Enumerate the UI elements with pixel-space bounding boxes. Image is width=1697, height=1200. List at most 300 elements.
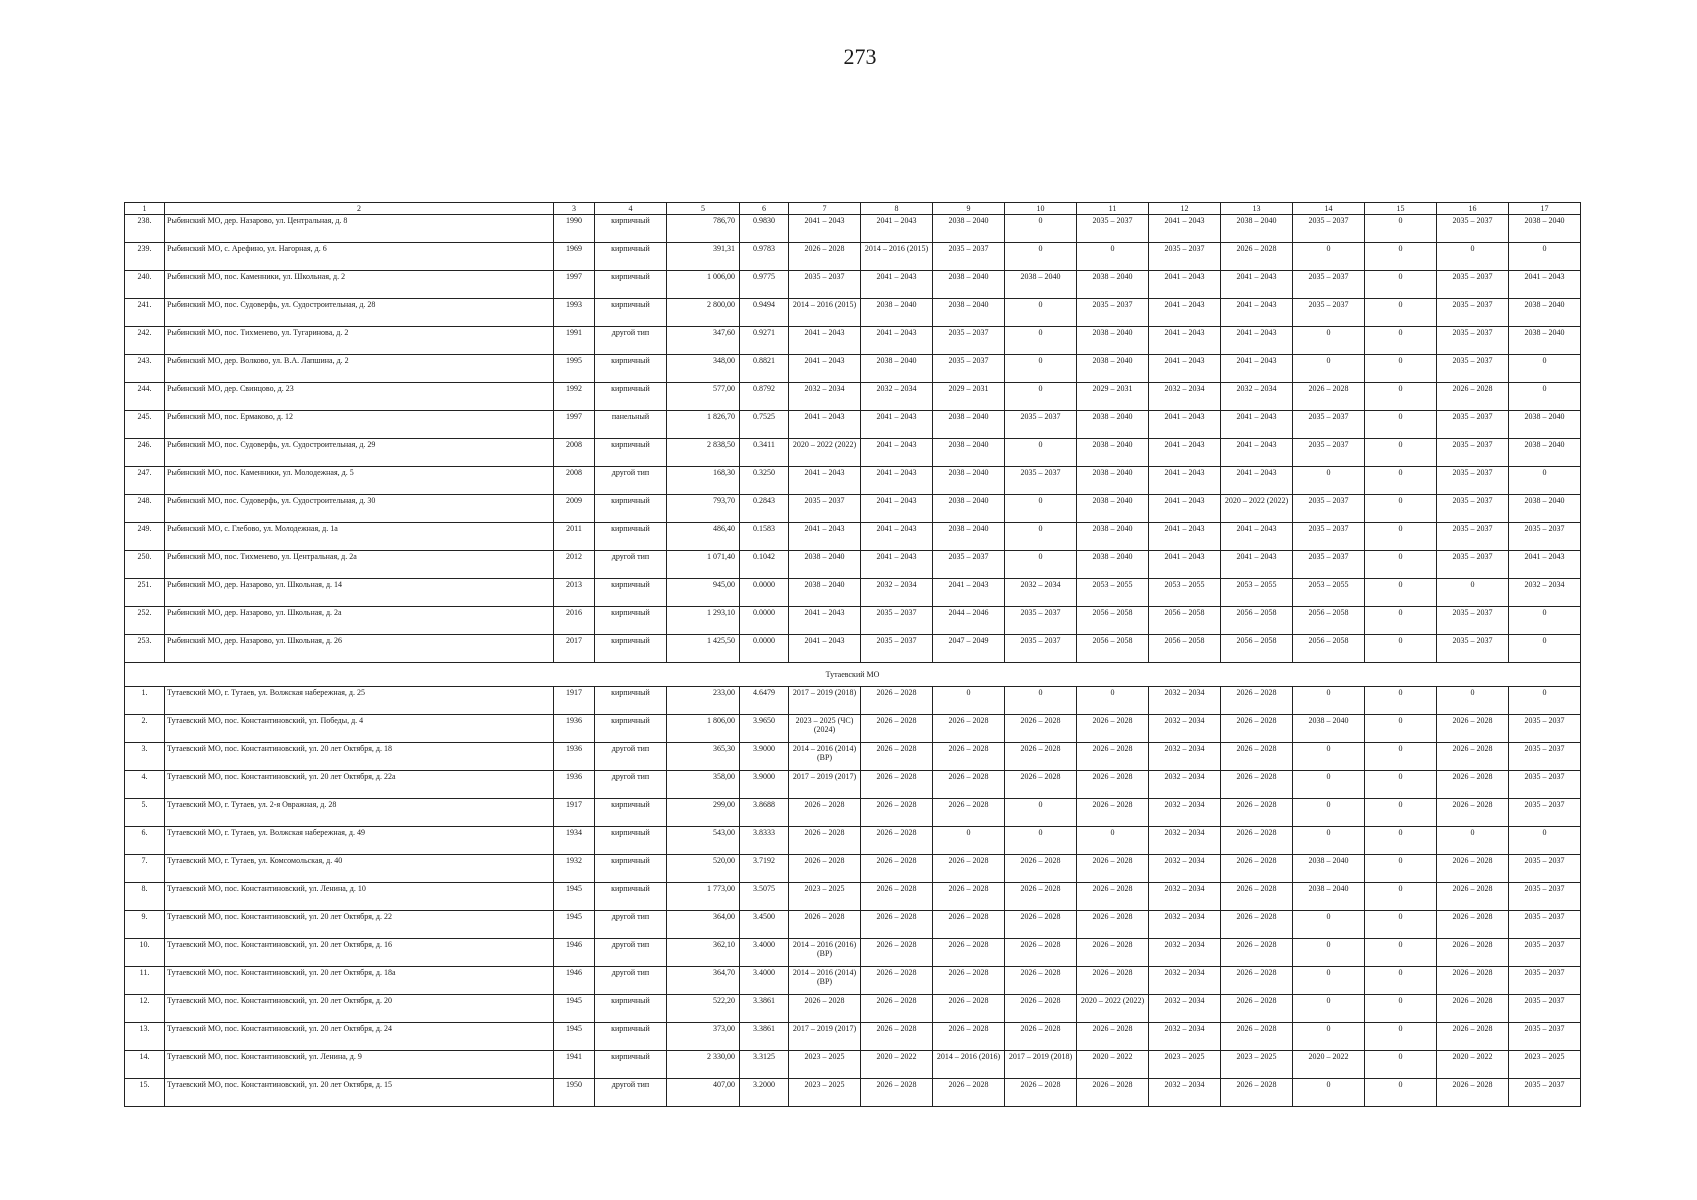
- cell-col-16: 2020 – 2022: [1437, 1051, 1509, 1079]
- cell-col-10: 2035 – 2037: [1005, 467, 1077, 495]
- cell-col-9: 2026 – 2028: [933, 743, 1005, 771]
- cell-col-1: 249.: [125, 523, 165, 551]
- cell-col-8: 2038 – 2040: [861, 299, 933, 327]
- cell-col-9: 2038 – 2040: [933, 411, 1005, 439]
- cell-col-8: 2041 – 2043: [861, 495, 933, 523]
- cell-col-9: 2026 – 2028: [933, 1079, 1005, 1107]
- cell-col-14: 2038 – 2040: [1293, 883, 1365, 911]
- cell-col-16: 2026 – 2028: [1437, 855, 1509, 883]
- cell-col-9: 2026 – 2028: [933, 855, 1005, 883]
- cell-col-6: 4.6479: [740, 687, 789, 715]
- cell-col-9: 2026 – 2028: [933, 883, 1005, 911]
- table-row: [125, 215, 1581, 243]
- cell-col-8: 2026 – 2028: [861, 911, 933, 939]
- cell-col-8: 2041 – 2043: [861, 411, 933, 439]
- column-header-2: 2: [165, 203, 554, 215]
- cell-col-1: 251.: [125, 579, 165, 607]
- cell-col-3: 2008: [554, 439, 595, 467]
- cell-col-6: 0.0000: [740, 607, 789, 635]
- cell-col-13: 2026 – 2028: [1221, 743, 1293, 771]
- cell-col-4: кирпичный: [595, 271, 667, 299]
- cell-col-16: 2035 – 2037: [1437, 299, 1509, 327]
- cell-col-8: 2026 – 2028: [861, 771, 933, 799]
- cell-col-8: 2041 – 2043: [861, 523, 933, 551]
- cell-col-10: 2035 – 2037: [1005, 411, 1077, 439]
- cell-col-14: 0: [1293, 827, 1365, 855]
- cell-col-11: 2038 – 2040: [1077, 551, 1149, 579]
- cell-col-10: 0: [1005, 355, 1077, 383]
- cell-col-4: кирпичный: [595, 715, 667, 743]
- cell-col-12: 2032 – 2034: [1149, 967, 1221, 995]
- cell-col-15: 0: [1365, 687, 1437, 715]
- cell-col-13: 2038 – 2040: [1221, 215, 1293, 243]
- cell-col-14: 2053 – 2055: [1293, 579, 1365, 607]
- cell-col-14: 0: [1293, 1023, 1365, 1051]
- cell-col-6: 3.3125: [740, 1051, 789, 1079]
- cell-col-15: 0: [1365, 439, 1437, 467]
- table-row: [125, 883, 1581, 911]
- cell-col-8: 2041 – 2043: [861, 215, 933, 243]
- cell-col-14: 0: [1293, 687, 1365, 715]
- cell-col-7: 2041 – 2043: [789, 467, 861, 495]
- cell-col-9: 2038 – 2040: [933, 271, 1005, 299]
- cell-col-16: 2026 – 2028: [1437, 967, 1509, 995]
- cell-col-1: 3.: [125, 743, 165, 771]
- cell-col-13: 2041 – 2043: [1221, 439, 1293, 467]
- cell-col-7: 2014 – 2016 (2015): [789, 299, 861, 327]
- cell-col-5: 1 006,00: [667, 271, 740, 299]
- cell-col-8: 2026 – 2028: [861, 827, 933, 855]
- cell-col-12: 2032 – 2034: [1149, 883, 1221, 911]
- cell-col-13: 2026 – 2028: [1221, 771, 1293, 799]
- table-row: [125, 607, 1581, 635]
- cell-col-2: Рыбинский МО, дер. Назарово, ул. Центральная, д. 8: [165, 215, 554, 243]
- cell-col-10: 0: [1005, 383, 1077, 411]
- cell-col-11: 2038 – 2040: [1077, 523, 1149, 551]
- cell-col-16: 2035 – 2037: [1437, 327, 1509, 355]
- cell-col-15: 0: [1365, 715, 1437, 743]
- cell-col-10: 2026 – 2028: [1005, 1023, 1077, 1051]
- cell-col-11: 2056 – 2058: [1077, 607, 1149, 635]
- cell-col-3: 1997: [554, 411, 595, 439]
- cell-col-13: 2041 – 2043: [1221, 271, 1293, 299]
- cell-col-2: Рыбинский МО, дер. Назарово, ул. Школьная, д. 26: [165, 635, 554, 663]
- cell-col-11: 2053 – 2055: [1077, 579, 1149, 607]
- cell-col-15: 0: [1365, 411, 1437, 439]
- cell-col-2: Тутаевский МО, г. Тутаев, ул. Волжская набережная, д. 49: [165, 827, 554, 855]
- cell-col-9: 2026 – 2028: [933, 995, 1005, 1023]
- cell-col-1: 6.: [125, 827, 165, 855]
- cell-col-4: кирпичный: [595, 1051, 667, 1079]
- column-header-3: 3: [554, 203, 595, 215]
- cell-col-15: 0: [1365, 467, 1437, 495]
- cell-col-6: 0.0000: [740, 635, 789, 663]
- cell-col-10: 0: [1005, 299, 1077, 327]
- cell-col-7: 2014 – 2016 (2014) (ВР): [789, 967, 861, 995]
- column-header-16: 16: [1437, 203, 1509, 215]
- cell-col-13: 2041 – 2043: [1221, 523, 1293, 551]
- cell-col-8: 2041 – 2043: [861, 439, 933, 467]
- cell-col-7: 2041 – 2043: [789, 635, 861, 663]
- cell-col-1: 248.: [125, 495, 165, 523]
- column-header-17: 17: [1509, 203, 1581, 215]
- cell-col-13: 2053 – 2055: [1221, 579, 1293, 607]
- cell-col-3: 1936: [554, 743, 595, 771]
- cell-col-11: 2020 – 2022: [1077, 1051, 1149, 1079]
- cell-col-3: 1934: [554, 827, 595, 855]
- cell-col-6: 3.4500: [740, 911, 789, 939]
- cell-col-4: другой тип: [595, 551, 667, 579]
- cell-col-10: 0: [1005, 215, 1077, 243]
- table-row: [125, 467, 1581, 495]
- page-number: 273: [843, 44, 877, 69]
- cell-col-7: 2020 – 2022 (2022): [789, 439, 861, 467]
- table-row: [125, 939, 1581, 967]
- cell-col-5: 2 838,50: [667, 439, 740, 467]
- cell-col-5: 347,60: [667, 327, 740, 355]
- column-header-14: 14: [1293, 203, 1365, 215]
- cell-col-2: Рыбинский МО, дер. Назарово, ул. Школьная, д. 14: [165, 579, 554, 607]
- cell-col-7: 2041 – 2043: [789, 355, 861, 383]
- cell-col-7: 2026 – 2028: [789, 995, 861, 1023]
- cell-col-13: 2026 – 2028: [1221, 827, 1293, 855]
- cell-col-13: 2026 – 2028: [1221, 1023, 1293, 1051]
- cell-col-12: 2035 – 2037: [1149, 243, 1221, 271]
- cell-col-8: 2041 – 2043: [861, 551, 933, 579]
- cell-col-2: Тутаевский МО, пос. Константиновский, ул. Ленина, д. 10: [165, 883, 554, 911]
- cell-col-5: 486,40: [667, 523, 740, 551]
- cell-col-2: Рыбинский МО, с. Арефино, ул. Нагорная, д. 6: [165, 243, 554, 271]
- cell-col-14: 2038 – 2040: [1293, 855, 1365, 883]
- cell-col-8: 2020 – 2022: [861, 1051, 933, 1079]
- cell-col-9: 2026 – 2028: [933, 771, 1005, 799]
- cell-col-3: 1932: [554, 855, 595, 883]
- cell-col-7: 2035 – 2037: [789, 495, 861, 523]
- cell-col-16: 2035 – 2037: [1437, 355, 1509, 383]
- cell-col-2: Рыбинский МО, пос. Каменники, ул. Молодежная, д. 5: [165, 467, 554, 495]
- cell-col-10: 2026 – 2028: [1005, 911, 1077, 939]
- cell-col-12: 2041 – 2043: [1149, 327, 1221, 355]
- cell-col-10: 2026 – 2028: [1005, 939, 1077, 967]
- cell-col-13: 2032 – 2034: [1221, 383, 1293, 411]
- cell-col-12: 2041 – 2043: [1149, 299, 1221, 327]
- cell-col-8: 2026 – 2028: [861, 1079, 933, 1107]
- cell-col-10: 2026 – 2028: [1005, 855, 1077, 883]
- cell-col-15: 0: [1365, 271, 1437, 299]
- cell-col-11: 2038 – 2040: [1077, 439, 1149, 467]
- cell-col-9: 0: [933, 827, 1005, 855]
- cell-col-3: 2008: [554, 467, 595, 495]
- cell-col-12: 2032 – 2034: [1149, 911, 1221, 939]
- cell-col-15: 0: [1365, 299, 1437, 327]
- cell-col-13: 2026 – 2028: [1221, 715, 1293, 743]
- cell-col-5: 233,00: [667, 687, 740, 715]
- cell-col-10: 0: [1005, 495, 1077, 523]
- cell-col-2: Тутаевский МО, пос. Константиновский, ул. 20 лет Октября, д. 22а: [165, 771, 554, 799]
- cell-col-3: 1945: [554, 883, 595, 911]
- cell-col-9: 2026 – 2028: [933, 799, 1005, 827]
- cell-col-3: 1945: [554, 911, 595, 939]
- cell-col-14: 2056 – 2058: [1293, 607, 1365, 635]
- cell-col-4: кирпичный: [595, 995, 667, 1023]
- table-row: [125, 687, 1581, 715]
- cell-col-17: 0: [1509, 243, 1581, 271]
- cell-col-14: 0: [1293, 467, 1365, 495]
- cell-col-7: 2035 – 2037: [789, 271, 861, 299]
- cell-col-1: 243.: [125, 355, 165, 383]
- cell-col-6: 3.8333: [740, 827, 789, 855]
- cell-col-3: 1936: [554, 771, 595, 799]
- cell-col-14: 2035 – 2037: [1293, 215, 1365, 243]
- cell-col-11: 2038 – 2040: [1077, 327, 1149, 355]
- cell-col-4: кирпичный: [595, 439, 667, 467]
- cell-col-6: 3.8688: [740, 799, 789, 827]
- cell-col-2: Рыбинский МО, пос. Ермаково, д. 12: [165, 411, 554, 439]
- column-header-1: 1: [125, 203, 165, 215]
- cell-col-6: 0.3250: [740, 467, 789, 495]
- cell-col-5: 1 773,00: [667, 883, 740, 911]
- cell-col-5: 2 330,00: [667, 1051, 740, 1079]
- cell-col-15: 0: [1365, 967, 1437, 995]
- cell-col-9: 0: [933, 687, 1005, 715]
- cell-col-4: другой тип: [595, 467, 667, 495]
- cell-col-17: 2035 – 2037: [1509, 1023, 1581, 1051]
- column-header-5: 5: [667, 203, 740, 215]
- cell-col-10: 2026 – 2028: [1005, 967, 1077, 995]
- cell-col-12: 2053 – 2055: [1149, 579, 1221, 607]
- cell-col-1: 244.: [125, 383, 165, 411]
- cell-col-1: 15.: [125, 1079, 165, 1107]
- column-header-7: 7: [789, 203, 861, 215]
- cell-col-8: 2026 – 2028: [861, 799, 933, 827]
- table-row: [125, 995, 1581, 1023]
- cell-col-17: 2035 – 2037: [1509, 855, 1581, 883]
- cell-col-4: другой тип: [595, 771, 667, 799]
- cell-col-8: 2026 – 2028: [861, 883, 933, 911]
- cell-col-13: 2056 – 2058: [1221, 607, 1293, 635]
- cell-col-16: 2026 – 2028: [1437, 799, 1509, 827]
- cell-col-11: 2026 – 2028: [1077, 967, 1149, 995]
- cell-col-2: Рыбинский МО, пос. Каменники, ул. Школьная, д. 2: [165, 271, 554, 299]
- cell-col-6: 0.0000: [740, 579, 789, 607]
- cell-col-17: 0: [1509, 355, 1581, 383]
- cell-col-4: кирпичный: [595, 243, 667, 271]
- cell-col-8: 2038 – 2040: [861, 355, 933, 383]
- cell-col-6: 0.8821: [740, 355, 789, 383]
- cell-col-3: 2013: [554, 579, 595, 607]
- cell-col-2: Тутаевский МО, г. Тутаев, ул. Комсомольская, д. 40: [165, 855, 554, 883]
- cell-col-14: 0: [1293, 771, 1365, 799]
- cell-col-16: 2035 – 2037: [1437, 495, 1509, 523]
- section-header-row: [125, 663, 1581, 687]
- cell-col-5: 786,70: [667, 215, 740, 243]
- cell-col-5: 364,00: [667, 911, 740, 939]
- column-header-8: 8: [861, 203, 933, 215]
- cell-col-14: 0: [1293, 799, 1365, 827]
- cell-col-10: 2026 – 2028: [1005, 715, 1077, 743]
- cell-col-10: 2035 – 2037: [1005, 607, 1077, 635]
- cell-col-15: 0: [1365, 495, 1437, 523]
- cell-col-9: 2047 – 2049: [933, 635, 1005, 663]
- cell-col-1: 8.: [125, 883, 165, 911]
- cell-col-13: 2041 – 2043: [1221, 467, 1293, 495]
- cell-col-12: 2032 – 2034: [1149, 715, 1221, 743]
- cell-col-10: 0: [1005, 799, 1077, 827]
- cell-col-14: 2020 – 2022: [1293, 1051, 1365, 1079]
- cell-col-9: 2038 – 2040: [933, 495, 1005, 523]
- cell-col-5: 945,00: [667, 579, 740, 607]
- cell-col-16: 0: [1437, 243, 1509, 271]
- table-row: [125, 327, 1581, 355]
- cell-col-12: 2032 – 2034: [1149, 771, 1221, 799]
- cell-col-4: кирпичный: [595, 799, 667, 827]
- cell-col-10: 0: [1005, 439, 1077, 467]
- cell-col-6: 0.8792: [740, 383, 789, 411]
- cell-col-2: Тутаевский МО, пос. Константиновский, ул. 20 лет Октября, д. 22: [165, 911, 554, 939]
- cell-col-7: 2032 – 2034: [789, 383, 861, 411]
- cell-col-6: 0.9830: [740, 215, 789, 243]
- cell-col-11: 2038 – 2040: [1077, 411, 1149, 439]
- cell-col-1: 10.: [125, 939, 165, 967]
- cell-col-11: 2026 – 2028: [1077, 883, 1149, 911]
- cell-col-7: 2023 – 2025: [789, 1079, 861, 1107]
- cell-col-3: 2011: [554, 523, 595, 551]
- cell-col-10: 2035 – 2037: [1005, 635, 1077, 663]
- cell-col-8: 2026 – 2028: [861, 855, 933, 883]
- cell-col-3: 1936: [554, 715, 595, 743]
- cell-col-13: 2041 – 2043: [1221, 355, 1293, 383]
- cell-col-15: 0: [1365, 635, 1437, 663]
- cell-col-16: 2035 – 2037: [1437, 635, 1509, 663]
- cell-col-12: 2032 – 2034: [1149, 743, 1221, 771]
- cell-col-12: 2032 – 2034: [1149, 855, 1221, 883]
- cell-col-7: 2017 – 2019 (2017): [789, 1023, 861, 1051]
- cell-col-10: 0: [1005, 827, 1077, 855]
- cell-col-6: 3.4000: [740, 967, 789, 995]
- cell-col-8: 2026 – 2028: [861, 939, 933, 967]
- cell-col-1: 239.: [125, 243, 165, 271]
- cell-col-13: 2020 – 2022 (2022): [1221, 495, 1293, 523]
- cell-col-5: 373,00: [667, 1023, 740, 1051]
- cell-col-8: 2041 – 2043: [861, 467, 933, 495]
- cell-col-16: 2035 – 2037: [1437, 271, 1509, 299]
- cell-col-16: 2026 – 2028: [1437, 911, 1509, 939]
- cell-col-5: 1 826,70: [667, 411, 740, 439]
- cell-col-11: 2026 – 2028: [1077, 939, 1149, 967]
- cell-col-14: 2035 – 2037: [1293, 551, 1365, 579]
- cell-col-4: кирпичный: [595, 1023, 667, 1051]
- cell-col-6: 0.2843: [740, 495, 789, 523]
- cell-col-11: 2035 – 2037: [1077, 215, 1149, 243]
- cell-col-9: 2029 – 2031: [933, 383, 1005, 411]
- cell-col-16: 2026 – 2028: [1437, 995, 1509, 1023]
- cell-col-13: 2026 – 2028: [1221, 911, 1293, 939]
- cell-col-1: 2.: [125, 715, 165, 743]
- column-header-13: 13: [1221, 203, 1293, 215]
- cell-col-14: 0: [1293, 911, 1365, 939]
- cell-col-5: 520,00: [667, 855, 740, 883]
- cell-col-2: Тутаевский МО, пос. Константиновский, ул. 20 лет Октября, д. 16: [165, 939, 554, 967]
- cell-col-9: 2038 – 2040: [933, 523, 1005, 551]
- cell-col-13: 2041 – 2043: [1221, 327, 1293, 355]
- cell-col-12: 2041 – 2043: [1149, 467, 1221, 495]
- cell-col-17: 2035 – 2037: [1509, 939, 1581, 967]
- cell-col-12: 2032 – 2034: [1149, 687, 1221, 715]
- table-row: [125, 1079, 1581, 1107]
- table-row: [125, 1023, 1581, 1051]
- cell-col-16: 2026 – 2028: [1437, 383, 1509, 411]
- cell-col-7: 2041 – 2043: [789, 607, 861, 635]
- cell-col-16: 2026 – 2028: [1437, 1079, 1509, 1107]
- table-row: [125, 1051, 1581, 1079]
- cell-col-3: 2017: [554, 635, 595, 663]
- cell-col-15: 0: [1365, 551, 1437, 579]
- cell-col-16: 2026 – 2028: [1437, 883, 1509, 911]
- cell-col-5: 522,20: [667, 995, 740, 1023]
- cell-col-7: 2026 – 2028: [789, 827, 861, 855]
- cell-col-4: кирпичный: [595, 687, 667, 715]
- cell-col-5: 577,00: [667, 383, 740, 411]
- cell-col-7: 2026 – 2028: [789, 911, 861, 939]
- cell-col-10: 2026 – 2028: [1005, 743, 1077, 771]
- cell-col-9: 2038 – 2040: [933, 215, 1005, 243]
- cell-col-5: 407,00: [667, 1079, 740, 1107]
- cell-col-15: 0: [1365, 827, 1437, 855]
- cell-col-14: 2056 – 2058: [1293, 635, 1365, 663]
- cell-col-3: 1945: [554, 1023, 595, 1051]
- cell-col-6: 3.9650: [740, 715, 789, 743]
- cell-col-9: 2038 – 2040: [933, 467, 1005, 495]
- cell-col-4: другой тип: [595, 743, 667, 771]
- cell-col-7: 2014 – 2016 (2016) (ВР): [789, 939, 861, 967]
- cell-col-5: 1 425,50: [667, 635, 740, 663]
- cell-col-15: 0: [1365, 327, 1437, 355]
- cell-col-4: другой тип: [595, 327, 667, 355]
- cell-col-4: кирпичный: [595, 495, 667, 523]
- cell-col-7: 2017 – 2019 (2017): [789, 771, 861, 799]
- cell-col-13: 2026 – 2028: [1221, 967, 1293, 995]
- cell-col-7: 2038 – 2040: [789, 579, 861, 607]
- column-header-6: 6: [740, 203, 789, 215]
- cell-col-11: 0: [1077, 827, 1149, 855]
- cell-col-9: 2035 – 2037: [933, 551, 1005, 579]
- cell-col-3: 1992: [554, 383, 595, 411]
- cell-col-1: 11.: [125, 967, 165, 995]
- cell-col-14: 0: [1293, 243, 1365, 271]
- cell-col-7: 2038 – 2040: [789, 551, 861, 579]
- table-row: [125, 439, 1581, 467]
- cell-col-2: Рыбинский МО, с. Глебово, ул. Молодежная, д. 1а: [165, 523, 554, 551]
- cell-col-3: 1995: [554, 355, 595, 383]
- table-row: [125, 715, 1581, 743]
- cell-col-5: 364,70: [667, 967, 740, 995]
- cell-col-2: Тутаевский МО, пос. Константиновский, ул. Ленина, д. 9: [165, 1051, 554, 1079]
- cell-col-5: 1 293,10: [667, 607, 740, 635]
- cell-col-11: 0: [1077, 243, 1149, 271]
- cell-col-4: кирпичный: [595, 883, 667, 911]
- cell-col-11: 2026 – 2028: [1077, 799, 1149, 827]
- cell-col-17: 2035 – 2037: [1509, 1079, 1581, 1107]
- cell-col-16: 2035 – 2037: [1437, 551, 1509, 579]
- table-row: [125, 243, 1581, 271]
- cell-col-17: 2035 – 2037: [1509, 967, 1581, 995]
- cell-col-9: 2041 – 2043: [933, 579, 1005, 607]
- cell-col-2: Тутаевский МО, пос. Константиновский, ул. 20 лет Октября, д. 24: [165, 1023, 554, 1051]
- cell-col-15: 0: [1365, 939, 1437, 967]
- cell-col-17: 2035 – 2037: [1509, 799, 1581, 827]
- cell-col-5: 168,30: [667, 467, 740, 495]
- cell-col-3: 1917: [554, 687, 595, 715]
